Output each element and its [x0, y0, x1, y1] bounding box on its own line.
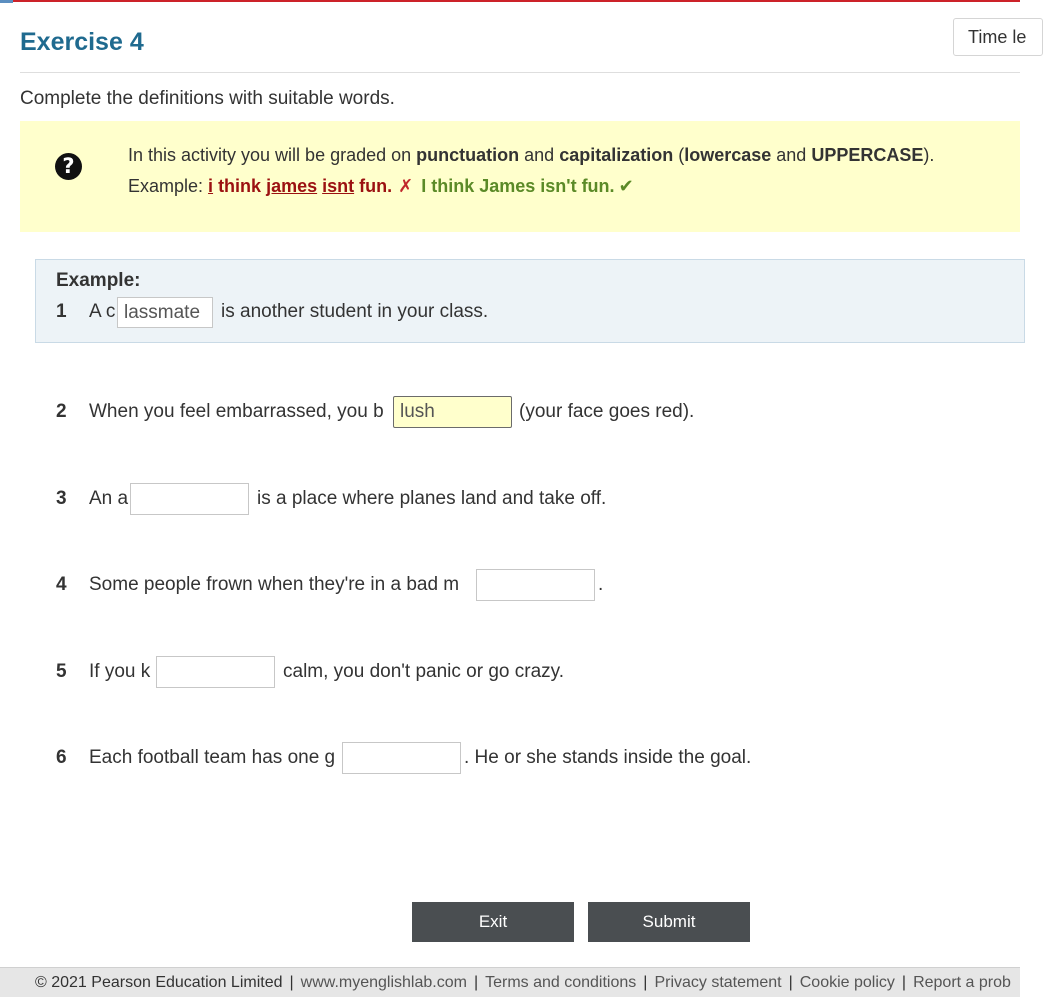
- question-text-after: . He or she stands inside the goal.: [464, 747, 752, 768]
- question-text-after: calm, you don't panic or go crazy.: [283, 661, 565, 682]
- exercise-title: Exercise 4: [20, 28, 144, 56]
- correct-example: I think James isn't fun.: [421, 176, 615, 196]
- grading-example-line: Example: i think james isnt fun. ✗ I think James isn't fun. ✔: [128, 176, 634, 196]
- question-text-after: is another student in your class.: [221, 301, 489, 322]
- instructions-text: Complete the definitions with suitable words.: [20, 88, 395, 109]
- grading-note: [20, 121, 1020, 232]
- question-number: 2: [56, 401, 67, 422]
- question-text-before: An a: [89, 488, 129, 509]
- question-text-before: A c: [89, 301, 116, 322]
- example-answer-field: [117, 297, 213, 328]
- answer-field-4[interactable]: [476, 569, 595, 601]
- footer-separator: |: [473, 974, 479, 991]
- title-divider: [20, 72, 1020, 73]
- exit-button[interactable]: Exit: [412, 902, 574, 942]
- question-6: [0, 738, 1020, 778]
- question-number: 4: [56, 574, 67, 595]
- question-2: [0, 392, 1020, 432]
- question-text-before: Each football team has one g: [89, 747, 336, 768]
- question-3: [0, 479, 1020, 519]
- example-label: Example:: [56, 270, 141, 291]
- question-text-before: Some people frown when they're in a bad m: [89, 574, 460, 595]
- answer-field-6[interactable]: [342, 742, 461, 774]
- question-text-after: (your face goes red).: [519, 401, 695, 422]
- timer-label: Time le: [968, 27, 1027, 47]
- question-text-after: .: [598, 574, 604, 595]
- footer: [0, 967, 1020, 997]
- grading-note-line: In this activity you will be graded on punctuation and capitalization (lowercase and UPPERCASE).: [128, 145, 935, 165]
- incorrect-example: i think james isnt fun.: [208, 176, 393, 196]
- question-number: 1: [56, 301, 67, 322]
- question-circle-icon: ?: [55, 153, 82, 180]
- copyright-text: © 2021 Pearson Education Limited: [35, 974, 283, 991]
- example-question: [0, 292, 1020, 332]
- footer-separator: |: [788, 974, 793, 991]
- question-text-before: If you k: [89, 661, 151, 682]
- question-5: [0, 652, 1020, 692]
- footer-separator: |: [643, 974, 648, 991]
- answer-field-3[interactable]: [130, 483, 249, 515]
- top-accent-rule: [0, 0, 1020, 2]
- footer-separator: |: [289, 974, 294, 991]
- question-number: 5: [56, 661, 67, 682]
- question-text-after: is a place where planes land and take off.: [257, 488, 607, 509]
- answer-field-5[interactable]: [156, 656, 275, 688]
- question-number: 3: [56, 488, 67, 509]
- submit-button[interactable]: Submit: [588, 902, 750, 942]
- footer-separator: |: [901, 974, 907, 991]
- footer-link-cookie[interactable]: Cookie policy: [799, 974, 895, 991]
- check-icon: ✔: [618, 176, 634, 196]
- footer-link-site[interactable]: www.myenglishlab.com: [300, 974, 467, 991]
- question-text-before: When you feel embarrassed, you b: [89, 401, 384, 422]
- top-left-accent: [0, 0, 13, 3]
- timer-box: [953, 18, 1043, 56]
- footer-link-privacy[interactable]: Privacy statement: [654, 974, 782, 991]
- question-number: 6: [56, 747, 67, 768]
- question-4: [0, 565, 1020, 605]
- footer-link-report[interactable]: Report a prob: [913, 974, 1011, 991]
- cross-icon: ✗: [398, 176, 414, 196]
- footer-link-terms[interactable]: Terms and conditions: [485, 974, 637, 991]
- answer-field-2[interactable]: [393, 396, 512, 428]
